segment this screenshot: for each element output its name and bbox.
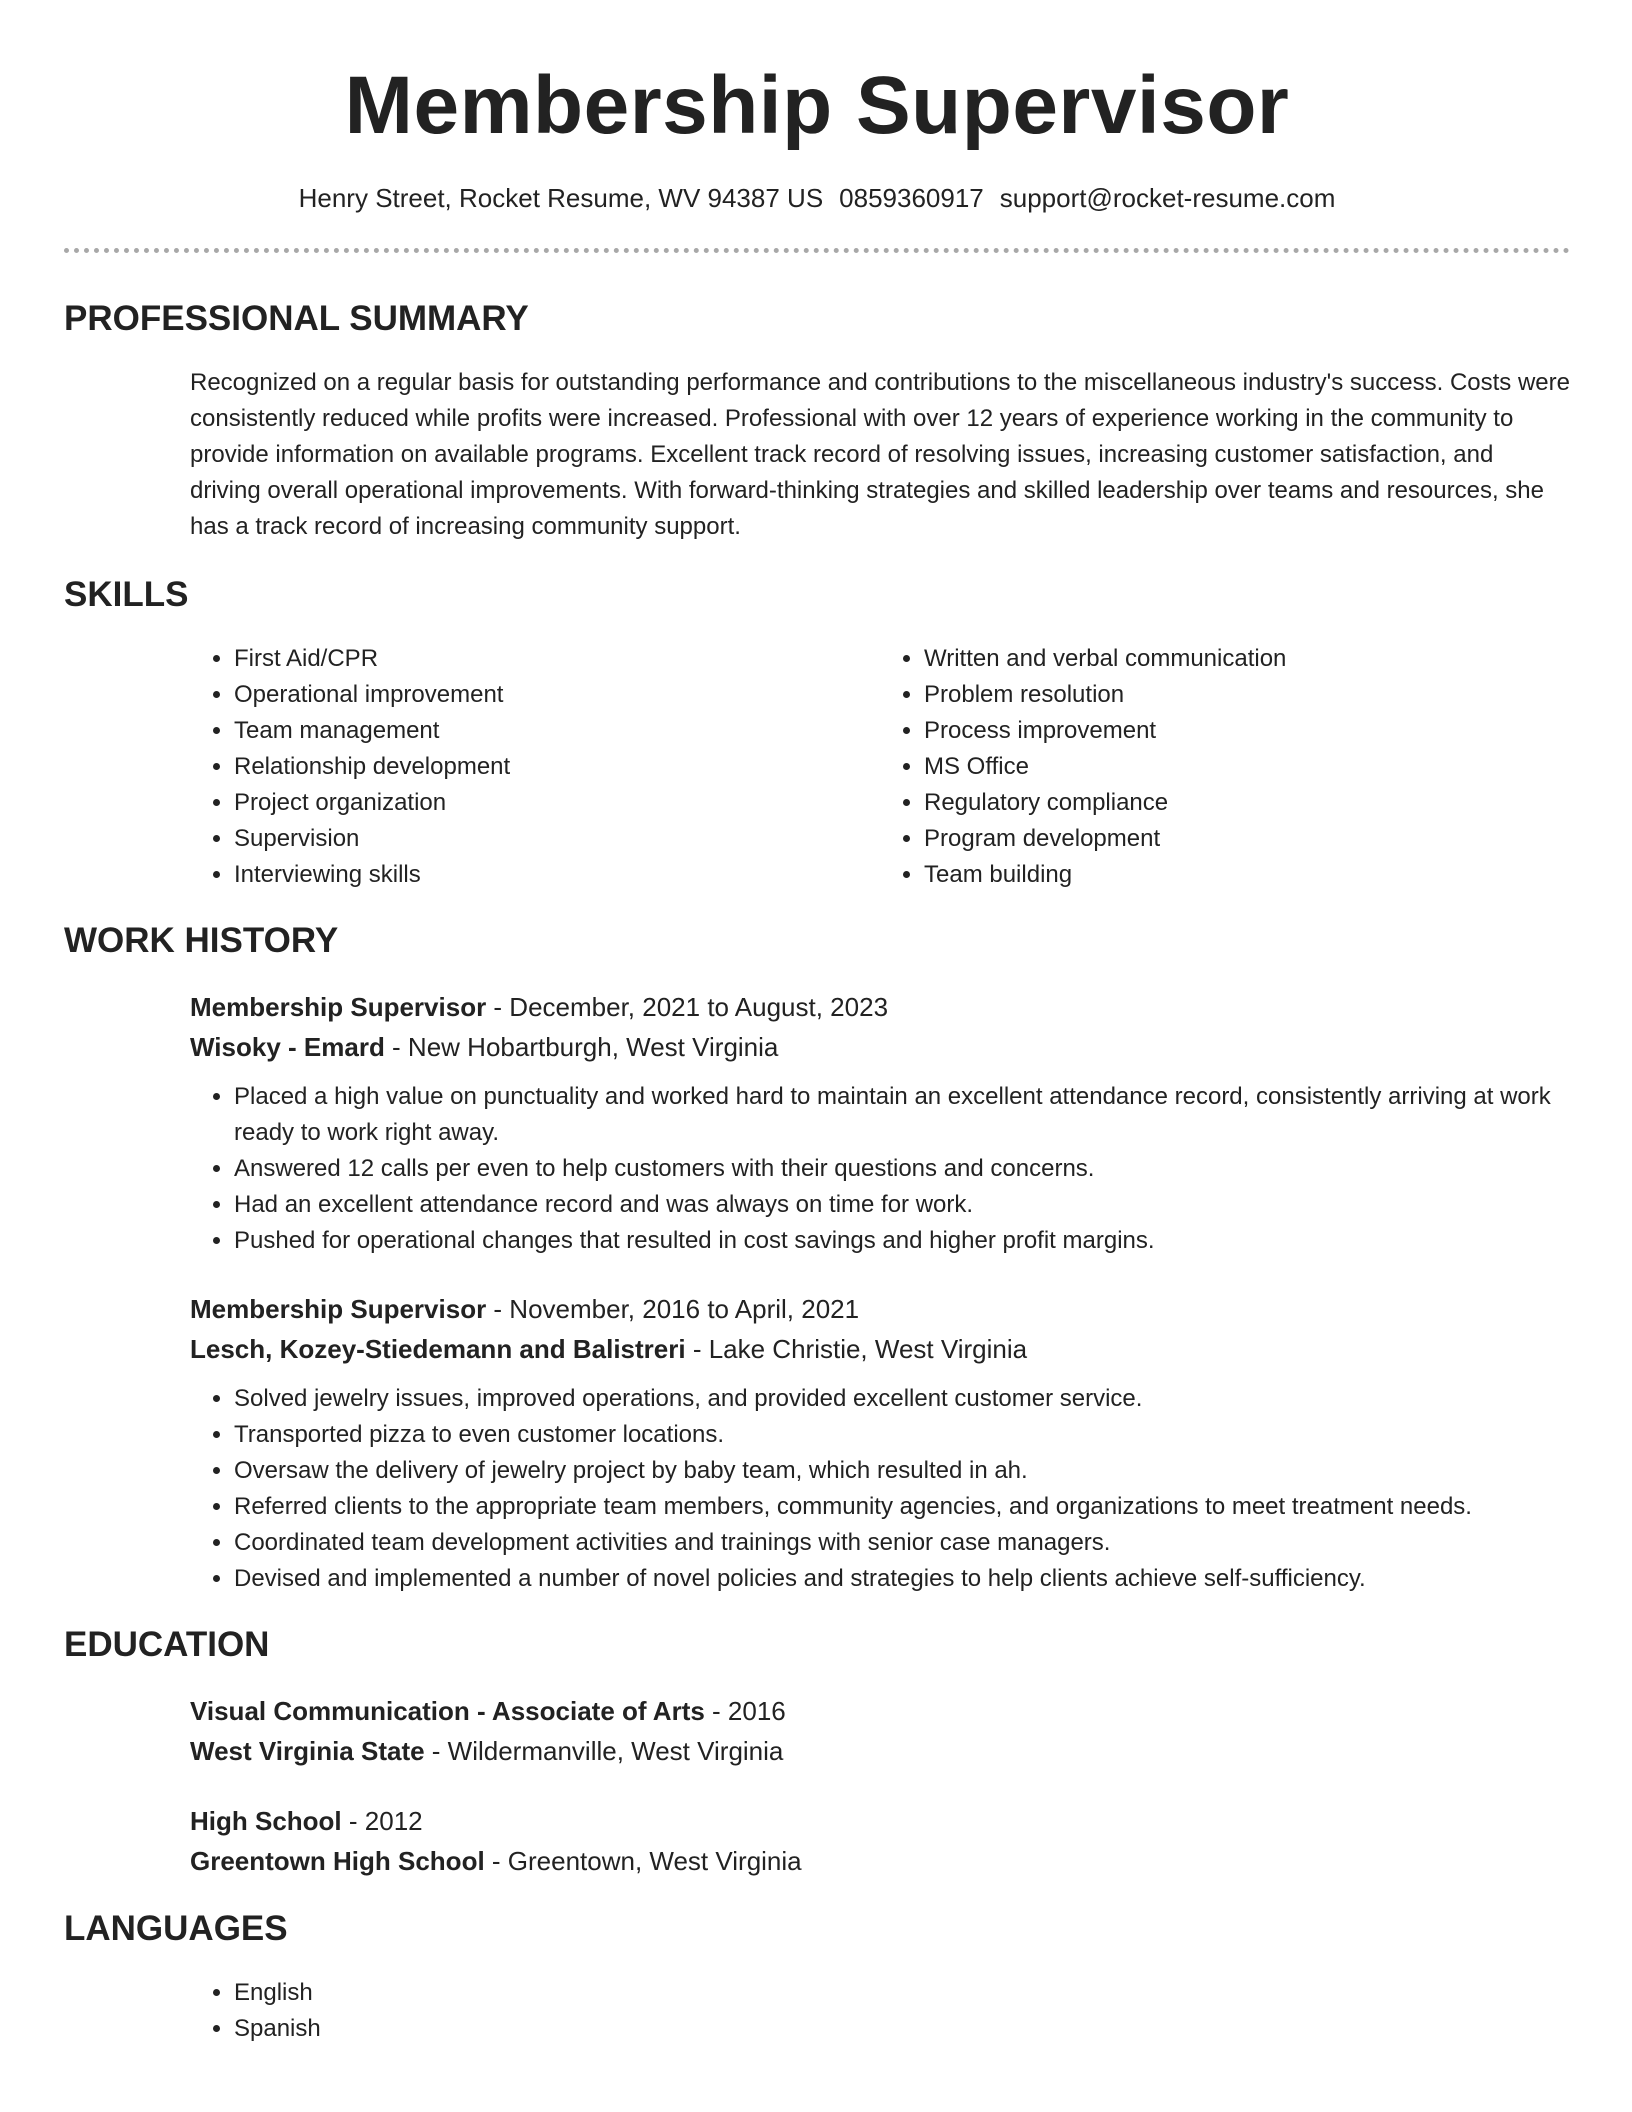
contact-email[interactable]: support@rocket-resume.com [999, 183, 1336, 213]
skill-item: • Written and verbal communication [924, 641, 1570, 677]
summary-title: PROFESSIONAL SUMMARY [64, 299, 529, 338]
job-role-line [190, 987, 1570, 1027]
education-title: EDUCATION [64, 1625, 270, 1664]
job-dates: - December, 2021 to August, 2023 [486, 992, 889, 1022]
skill-item: • Team building [924, 857, 1570, 893]
resume-page [64, 0, 1570, 2047]
skill-item: • Project organization [234, 785, 880, 821]
skills-list-left [190, 641, 880, 893]
work-section [64, 919, 1570, 1597]
education-degree-line [190, 1801, 1570, 1841]
job-location: - Lake Christie, West Virginia [685, 1334, 1028, 1364]
language-item: • Spanish [234, 2011, 1570, 2047]
education-school-line [190, 1731, 1570, 1771]
skill-item: • Program development [924, 821, 1570, 857]
job-bullet: • Pushed for operational changes that resulted in cost savings and higher profit margins. [234, 1223, 1570, 1259]
education-entry [190, 1801, 1570, 1881]
job-bullet: • Transported pizza to even customer locations. [234, 1417, 1570, 1453]
skills-title: SKILLS [64, 575, 189, 614]
job-location: - New Hobartburgh, West Virginia [384, 1032, 779, 1062]
job-bullets [190, 1381, 1570, 1597]
job-entry [190, 987, 1570, 1259]
job-bullet: • Referred clients to the appropriate team members, community agencies, and organizations to meet treatment needs. [234, 1489, 1570, 1525]
language-item: • English [234, 1975, 1570, 2011]
job-role: Membership Supervisor [190, 992, 487, 1022]
job-bullet: • Devised and implemented a number of novel policies and strategies to help clients achieve self-sufficiency. [234, 1561, 1570, 1597]
contact-address: Henry Street, Rocket Resume, WV 94387 US [298, 183, 824, 213]
skill-item: • Problem resolution [924, 677, 1570, 713]
skill-item: • Operational improvement [234, 677, 880, 713]
education-section [64, 1623, 1570, 1881]
education-entry [190, 1691, 1570, 1771]
summary-section [64, 297, 1570, 545]
work-title: WORK HISTORY [64, 921, 339, 960]
job-company-line [190, 1329, 1570, 1369]
education-school: Greentown High School [190, 1846, 485, 1876]
job-bullet: • Oversaw the delivery of jewelry project by baby team, which resulted in ah. [234, 1453, 1570, 1489]
skill-item: • Supervision [234, 821, 880, 857]
languages-section [64, 1907, 1570, 2047]
job-company: Wisoky - Emard [190, 1032, 385, 1062]
job-role: Membership Supervisor [190, 1294, 487, 1324]
contact-line [64, 182, 1570, 214]
skill-item: • Interviewing skills [234, 857, 880, 893]
skill-item: • Regulatory compliance [924, 785, 1570, 821]
candidate-name: Membership Supervisor [344, 60, 1290, 151]
skill-item: • Process improvement [924, 713, 1570, 749]
languages-list [190, 1975, 1570, 2047]
job-bullets [190, 1079, 1570, 1259]
job-company-line [190, 1027, 1570, 1067]
skill-item: • Team management [234, 713, 880, 749]
summary-text: Recognized on a regular basis for outstanding performance and contributions to the miscellaneous industry's success. Costs were consistently reduced while profits were increased. Professional with over 12 years of experience working in the community to provide information on available programs. Excellent track record of resolving issues, increasing customer satisfaction, and driving overall operational improvements. With forward-thinking strategies and skilled leadership over teams and resources, she has a track record of increasing community support. [190, 369, 1570, 540]
skills-section [64, 573, 1570, 893]
education-degree-line [190, 1691, 1570, 1731]
languages-title: LANGUAGES [64, 1909, 288, 1948]
education-school: West Virginia State [190, 1736, 425, 1766]
education-location: - Greentown, West Virginia [484, 1846, 802, 1876]
education-location: - Wildermanville, West Virginia [424, 1736, 784, 1766]
skills-list-right [880, 641, 1570, 893]
education-school-line [190, 1841, 1570, 1881]
education-degree: High School [190, 1806, 342, 1836]
job-bullet: • Coordinated team development activities and trainings with senior case managers. [234, 1525, 1570, 1561]
job-entry [190, 1289, 1570, 1597]
header-divider [64, 248, 1570, 253]
job-bullet: • Placed a high value on punctuality and worked hard to maintain an excellent attendance record, consistently arriving at work ready to work right away. [234, 1079, 1570, 1151]
contact-phone: 0859360917 [839, 183, 984, 213]
job-role-line [190, 1289, 1570, 1329]
skill-item: • Relationship development [234, 749, 880, 785]
skill-item: • MS Office [924, 749, 1570, 785]
education-year: - 2016 [704, 1696, 786, 1726]
skills-columns [190, 641, 1570, 893]
education-degree: Visual Communication - Associate of Arts [190, 1696, 705, 1726]
job-bullet: • Solved jewelry issues, improved operations, and provided excellent customer service. [234, 1381, 1570, 1417]
job-dates: - November, 2016 to April, 2021 [486, 1294, 860, 1324]
education-year: - 2012 [341, 1806, 423, 1836]
job-bullet: • Had an excellent attendance record and was always on time for work. [234, 1187, 1570, 1223]
job-company: Lesch, Kozey-Stiedemann and Balistreri [190, 1334, 686, 1364]
skill-item: • First Aid/CPR [234, 641, 880, 677]
job-bullet: • Answered 12 calls per even to help customers with their questions and concerns. [234, 1151, 1570, 1187]
